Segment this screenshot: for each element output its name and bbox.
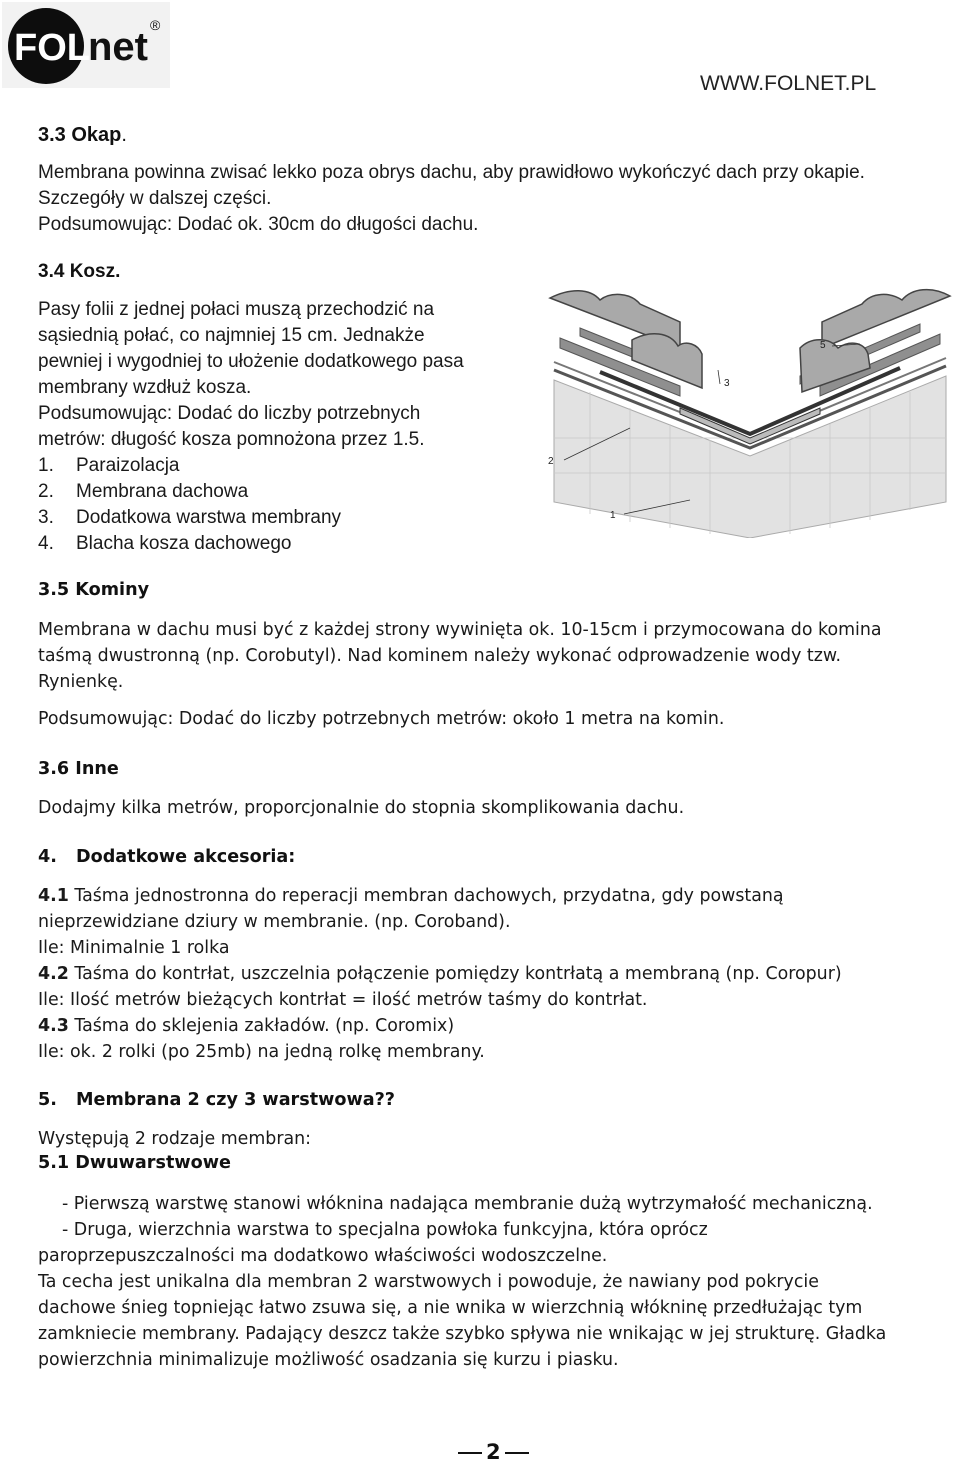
paragraph-line: sąsiednią połać, co najmniej 15 cm. Jednakże	[38, 325, 425, 346]
section-3-6-title: 3.6 Inne	[38, 759, 119, 779]
accessory-line	[38, 987, 842, 1013]
paragraph-line: Podsumowując: Dodać ok. 30cm do długości dachu.	[38, 214, 479, 235]
list-item	[38, 531, 464, 557]
section-3-3-dot: .	[121, 124, 127, 146]
section-3-3-num: 3.3	[38, 124, 66, 146]
accessory-num: 4.3	[38, 1016, 69, 1036]
list-item-num: 3.	[38, 507, 54, 528]
paragraph-line: - Druga, wierzchnia warstwa to specjalna powłoka funkcyjna, która oprócz	[62, 1220, 708, 1240]
section-3-3-body	[38, 160, 865, 238]
diagram-label-5: 5	[820, 340, 826, 351]
section-3-5-title: 3.5 Kominy	[38, 580, 150, 600]
list-item-text: Dodatkowa warstwa membrany	[76, 507, 342, 528]
accessory-line	[38, 961, 842, 987]
list-item-text: Blacha kosza dachowego	[76, 533, 292, 554]
dash-left	[458, 1452, 482, 1454]
paragraph-line: Membrana powinna zwisać lekko poza obrys dachu, aby prawidłowo wykończyć dach przy okapie.	[38, 162, 865, 183]
logo-text-fol: FOL	[14, 27, 90, 69]
section-3-5-body	[38, 617, 882, 695]
list-item	[38, 505, 464, 531]
section-5-1-title: 5.1 Dwuwarstwowe	[38, 1153, 231, 1173]
paragraph-line: - Pierwszą warstwę stanowi włóknina nadająca membranie dużą wytrzymałość mechaniczną.	[62, 1194, 873, 1214]
accessory-line	[38, 909, 842, 935]
folnet-logo	[2, 2, 170, 88]
paragraph-line: metrów: długość kosza pomnożona przez 1.5.	[38, 429, 425, 450]
accessory-text: Ile: ok. 2 rolki (po 25mb) na jedną rolkę membrany.	[38, 1042, 485, 1062]
paragraph-line: dachowe śnieg topniejąc łatwo zsuwa się, a nie wnika w wierzchnią włókninę przedłużając tym	[38, 1298, 863, 1318]
dash-right	[505, 1452, 529, 1454]
section-3-5-summary: Podsumowując: Dodać do liczby potrzebnych metrów: około 1 metra na komin.	[38, 709, 725, 729]
paragraph-line: Szczegóły w dalszej części.	[38, 188, 272, 209]
list-item-num: 2.	[38, 481, 54, 502]
paragraph-line: Rynienkę.	[38, 672, 124, 692]
roof-valley-diagram	[540, 288, 960, 538]
section-3-3-word: Okap	[71, 124, 122, 146]
page-number-value: 2	[486, 1440, 501, 1464]
accessory-num: 4.2	[38, 964, 69, 984]
accessory-text: Taśma jednostronna do reperacji membran dachowych, przydatna, gdy powstaną	[74, 886, 784, 906]
paragraph-line: Pasy folii z jednej połaci muszą przechodzić na	[38, 299, 435, 320]
section-4-num: 4.	[38, 847, 57, 867]
logo-text-net: net	[88, 25, 148, 69]
section-3-4-title: 3.4 Kosz.	[38, 261, 121, 282]
paragraph-line: zamkniecie membrany. Padający deszcz także szybko spływa nie wnikając w jej strukturę. Gładka	[38, 1324, 887, 1344]
accessory-text: nieprzewidziane dziury w membranie. (np. Coroband).	[38, 912, 511, 932]
page-number	[454, 1440, 533, 1464]
paragraph-line: paroprzepuszczalności ma dodatkowo właściwości wodoszczelne.	[38, 1246, 608, 1266]
paragraph-line: Membrana w dachu musi być z każdej strony wywinięta ok. 10-15cm i przymocowana do komina	[38, 620, 882, 640]
paragraph-line: membrany wzdłuż kosza.	[38, 377, 252, 398]
section-5-num: 5.	[38, 1090, 57, 1110]
paragraph-line: powierzchnia minimalizuje możliwość osadzania się kurzu i piasku.	[38, 1350, 619, 1370]
section-3-4-body	[38, 297, 464, 557]
accessory-line	[38, 883, 842, 909]
accessory-text: Taśma do sklejenia zakładów. (np. Coromix)	[74, 1016, 455, 1036]
section-4-body	[38, 883, 842, 1065]
accessory-line	[38, 935, 842, 961]
layer-list	[38, 453, 464, 557]
diagram-label-2: 2	[548, 456, 554, 467]
section-4-text: Dodatkowe akcesoria:	[76, 847, 296, 867]
registered-mark: ®	[150, 17, 161, 33]
section-5-text: Membrana 2 czy 3 warstwowa??	[76, 1090, 395, 1110]
list-item	[38, 453, 464, 479]
section-4-title	[38, 847, 295, 867]
list-item-num: 1.	[38, 455, 54, 476]
diagram-label-1: 1	[610, 510, 616, 521]
section-3-6-body: Dodajmy kilka metrów, proporcjonalnie do stopnia skomplikowania dachu.	[38, 798, 685, 818]
website-url: WWW.FOLNET.PL	[700, 72, 877, 95]
paragraph-line: taśmą dwustronną (np. Corobutyl). Nad kominem należy wykonać odprowadzenie wody tzw.	[38, 646, 841, 666]
paragraph-line: Podsumowując: Dodać do liczby potrzebnych	[38, 403, 421, 424]
accessory-text: Taśma do kontrłat, uszczelnia połączenie pomiędzy kontrłatą a membraną (np. Coropur)	[74, 964, 842, 984]
section-3-3-title	[38, 124, 127, 147]
accessory-line	[38, 1013, 842, 1039]
list-item-text: Paraizolacja	[76, 455, 180, 476]
diagram-label-3: 3	[724, 378, 730, 389]
accessory-line	[38, 1039, 842, 1065]
list-item-num: 4.	[38, 533, 54, 554]
accessory-text: Ile: Ilość metrów bieżących kontrłat = ilość metrów taśmy do kontrłat.	[38, 990, 648, 1010]
paragraph-line: Ta cecha jest unikalna dla membran 2 warstwowych i powoduje, że nawiany pod pokrycie	[38, 1272, 819, 1292]
section-5-intro: Występują 2 rodzaje membran:	[38, 1129, 312, 1149]
list-item-text: Membrana dachowa	[76, 481, 249, 502]
paragraph-line: pewniej i wygodniej to ułożenie dodatkowego pasa	[38, 351, 464, 372]
section-5-1-body	[38, 1191, 886, 1373]
accessory-text: Ile: Minimalnie 1 rolka	[38, 938, 230, 958]
accessory-num: 4.1	[38, 886, 69, 906]
list-item	[38, 479, 464, 505]
section-5-title	[38, 1090, 395, 1110]
